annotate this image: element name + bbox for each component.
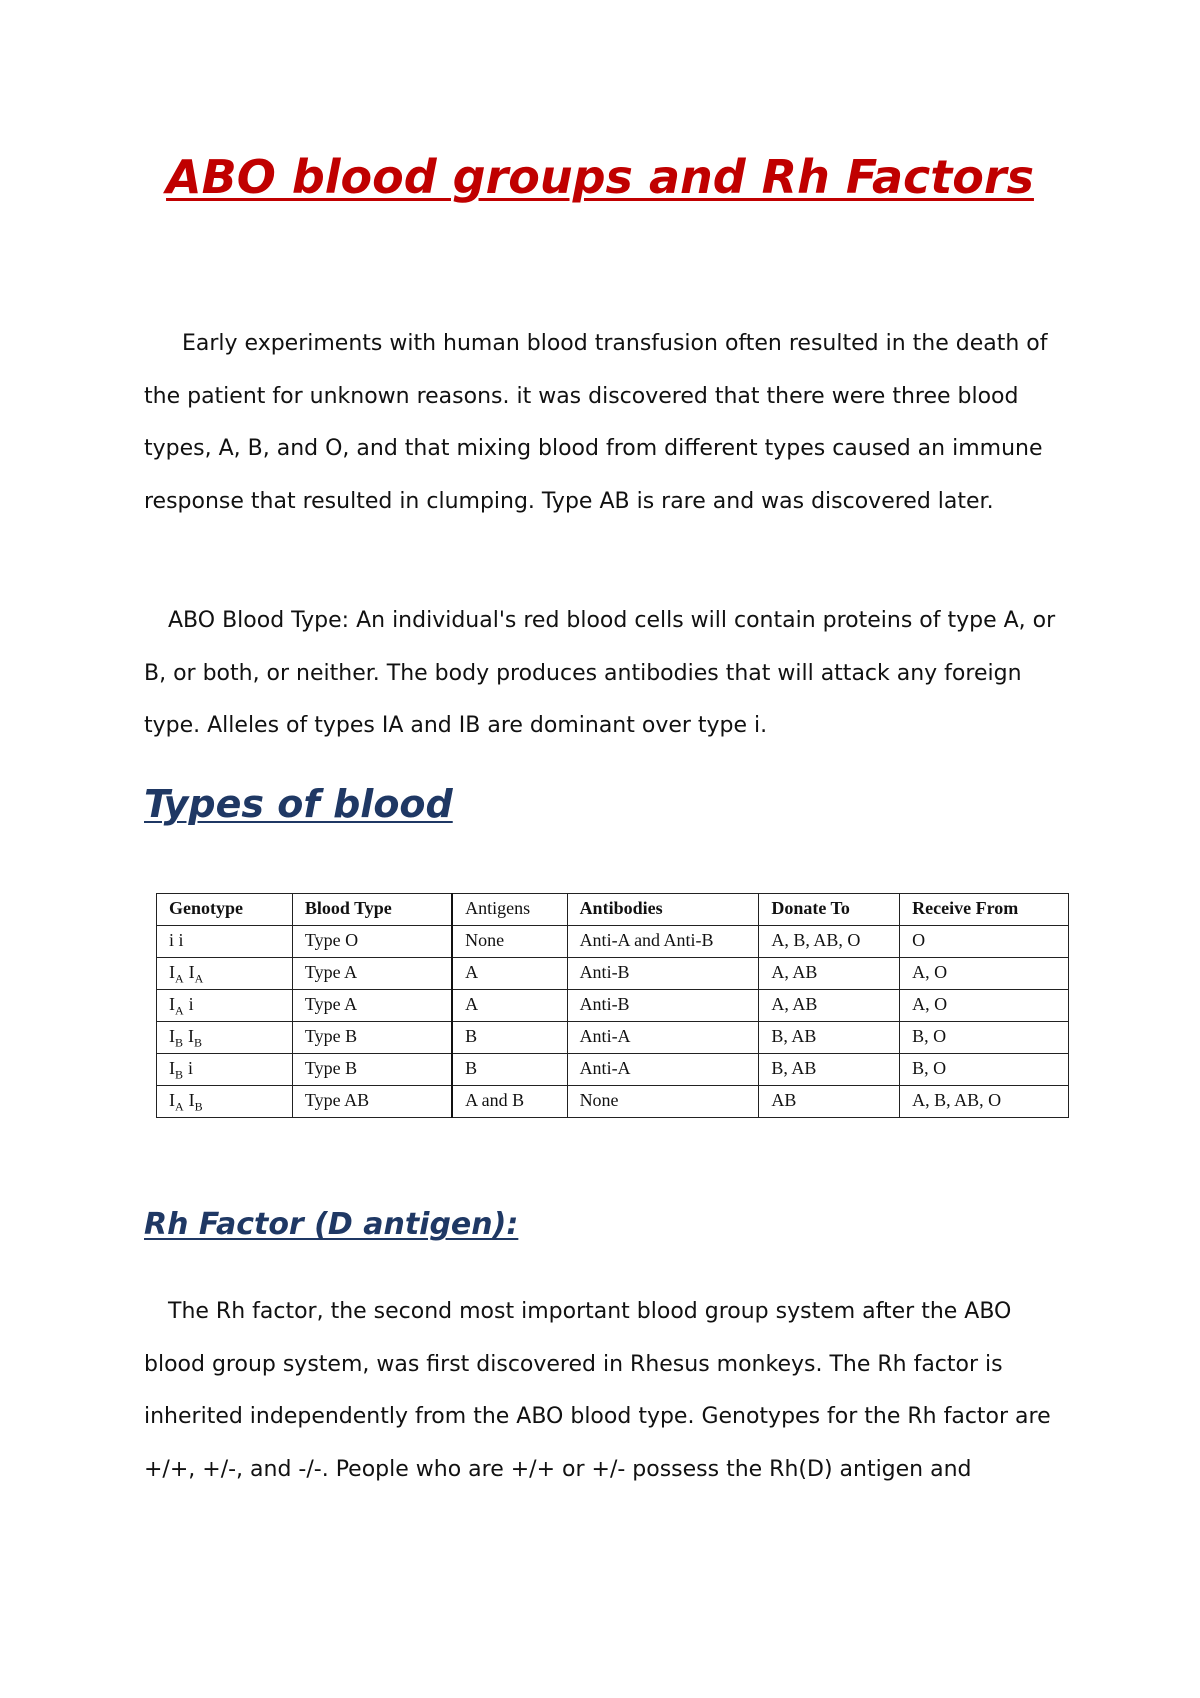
- cell-receive-from: A, B, AB, O: [900, 1086, 1069, 1118]
- genotype-allele-1: I: [169, 1090, 175, 1110]
- genotype-allele-1-subscript: A: [175, 971, 184, 986]
- genotype-allele-2: I: [188, 1026, 195, 1046]
- cell-genotype: [157, 958, 293, 990]
- genotype-allele-1-subscript: B: [175, 1035, 184, 1050]
- cell-receive-from: A, O: [900, 990, 1069, 1022]
- genotype-allele-2-subscript: B: [194, 1099, 203, 1114]
- cell-donate-to: A, AB: [759, 958, 900, 990]
- cell-genotype: [157, 926, 293, 958]
- header-antigens: Antigens: [452, 894, 567, 926]
- cell-blood-type: Type B: [292, 1022, 452, 1054]
- cell-receive-from: B, O: [900, 1022, 1069, 1054]
- header-donate-to: Donate To: [759, 894, 900, 926]
- cell-antigens: B: [452, 1022, 567, 1054]
- cell-antibodies: Anti-A: [567, 1054, 759, 1086]
- cell-blood-type: Type A: [292, 990, 452, 1022]
- document-title: ABO blood groups and Rh Factors: [166, 150, 1034, 204]
- genotype-allele-1-subscript: A: [175, 1003, 184, 1018]
- cell-blood-type: Type A: [292, 958, 452, 990]
- header-receive-from: Receive From: [900, 894, 1069, 926]
- genotype-allele-1: I: [169, 1026, 175, 1046]
- table-header-row: [157, 894, 1069, 926]
- table-row: [157, 958, 1069, 990]
- cell-donate-to: B, AB: [759, 1022, 900, 1054]
- genotype-allele-1: i i: [169, 930, 184, 950]
- cell-blood-type: Type O: [292, 926, 452, 958]
- header-antibodies: Antibodies: [567, 894, 759, 926]
- genotype-allele-2: I: [188, 1090, 195, 1110]
- cell-blood-type: Type B: [292, 1054, 452, 1086]
- genotype-allele-2: i: [188, 994, 194, 1014]
- genotype-allele-2: i: [188, 1058, 194, 1078]
- cell-antibodies: None: [567, 1086, 759, 1118]
- rh-factor-paragraph: The Rh factor, the second most important blood group system after the ABO blood group system, was first discovered in Rhesus monkeys. The Rh factor is inherited independently from the ABO blood type. Genotypes for the Rh factor are +/+, +/-, and -/-. People who are +/+ or +/- possess the Rh(D) antigen and: [144, 1299, 1051, 1482]
- abo-blood-type-paragraph: ABO Blood Type: An individual's red blood cells will contain proteins of type A, or B, or both, or neither. The body produces antibodies that will attack any foreign type. Alleles of types IA and IB are dominant over type i.: [144, 608, 1056, 738]
- cell-donate-to: AB: [759, 1086, 900, 1118]
- cell-genotype: [157, 1022, 293, 1054]
- cell-antibodies: Anti-A and Anti-B: [567, 926, 759, 958]
- table-row: [157, 1054, 1069, 1086]
- cell-genotype: [157, 1054, 293, 1086]
- cell-receive-from: O: [900, 926, 1069, 958]
- cell-antibodies: Anti-B: [567, 958, 759, 990]
- cell-antigens: A: [452, 990, 567, 1022]
- cell-antigens: B: [452, 1054, 567, 1086]
- genotype-allele-1-subscript: B: [175, 1067, 184, 1082]
- cell-antigens: None: [452, 926, 567, 958]
- genotype-allele-2-subscript: A: [194, 971, 204, 986]
- table-row: [157, 1086, 1069, 1118]
- cell-donate-to: B, AB: [759, 1054, 900, 1086]
- header-genotype: Genotype: [157, 894, 293, 926]
- table-body: [157, 926, 1069, 1118]
- cell-donate-to: A, AB: [759, 990, 900, 1022]
- table-row: [157, 1022, 1069, 1054]
- types-of-blood-heading: Types of blood: [144, 782, 453, 826]
- cell-receive-from: A, O: [900, 958, 1069, 990]
- table-row: [157, 990, 1069, 1022]
- intro-paragraph: Early experiments with human blood transfusion often resulted in the death of the patient for unknown reasons. it was discovered that there were three blood types, A, B, and O, and that mixing blood from different types caused an immune response that resulted in clumping. Type AB is rare and was discovered later.: [144, 331, 1048, 514]
- table-row: [157, 926, 1069, 958]
- cell-genotype: [157, 990, 293, 1022]
- cell-antigens: A and B: [452, 1086, 567, 1118]
- genotype-allele-1: I: [169, 994, 175, 1014]
- cell-blood-type: Type AB: [292, 1086, 452, 1118]
- cell-antigens: A: [452, 958, 567, 990]
- rh-factor-heading: Rh Factor (D antigen):: [144, 1207, 519, 1242]
- cell-antibodies: Anti-A: [567, 1022, 759, 1054]
- genotype-allele-2: I: [188, 962, 195, 982]
- blood-types-table: [156, 893, 1069, 1118]
- cell-antibodies: Anti-B: [567, 990, 759, 1022]
- cell-receive-from: B, O: [900, 1054, 1069, 1086]
- header-blood-type: Blood Type: [292, 894, 452, 926]
- genotype-allele-1: I: [169, 1058, 175, 1078]
- genotype-allele-2-subscript: B: [194, 1035, 203, 1050]
- genotype-allele-1-subscript: A: [175, 1099, 184, 1114]
- genotype-allele-1: I: [169, 962, 175, 982]
- cell-genotype: [157, 1086, 293, 1118]
- cell-donate-to: A, B, AB, O: [759, 926, 900, 958]
